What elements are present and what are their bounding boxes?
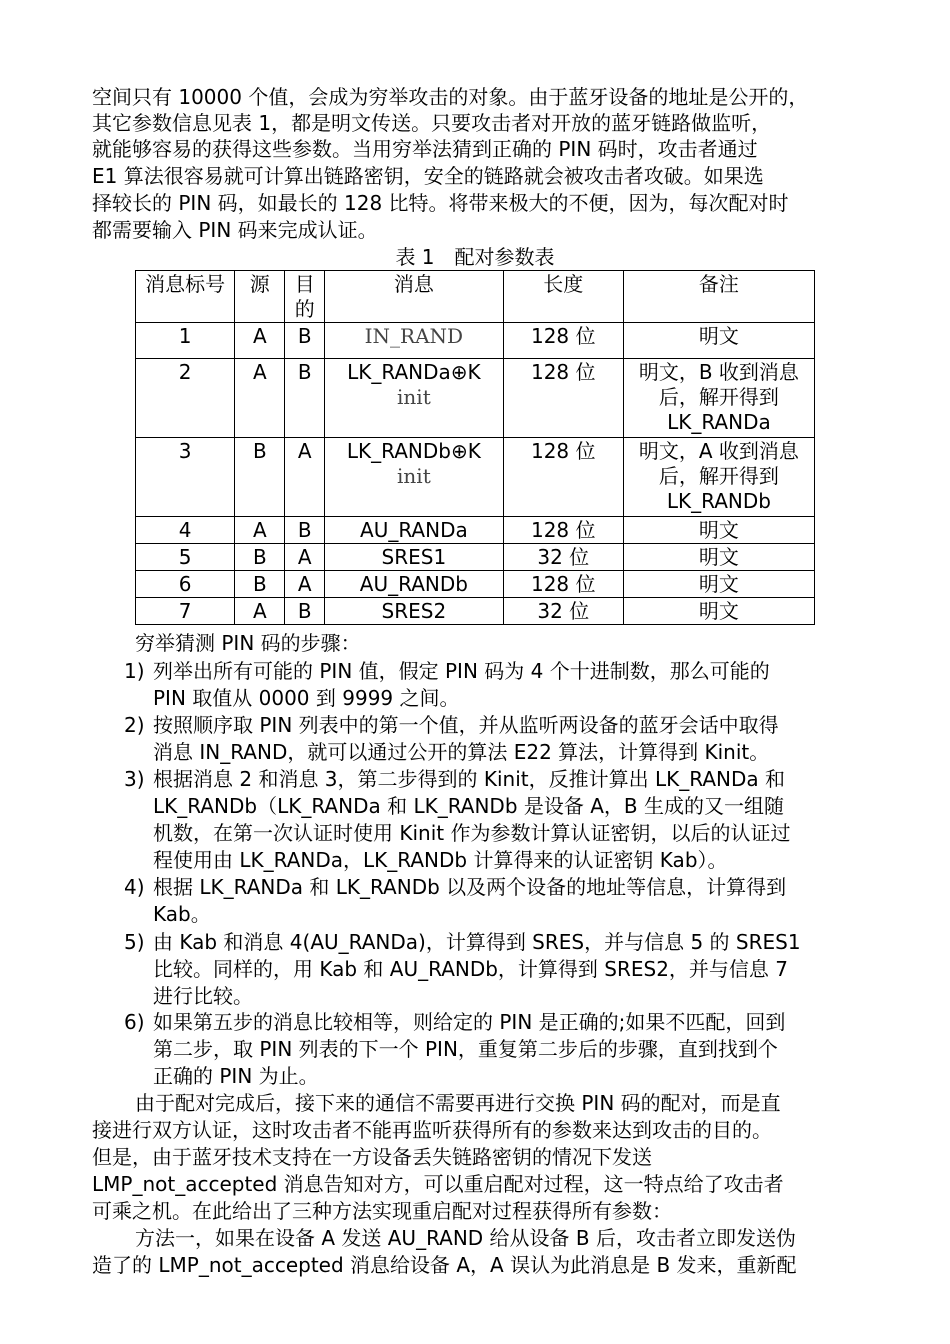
table-cell: A [285,571,325,598]
table-cell: 128 位 [503,359,623,438]
table-cell: 32 位 [503,544,623,571]
pairing-parameter-table [135,270,815,625]
table-header-cell: 目的 [285,271,325,323]
text-line: 空间只有 10000 个值，会成为穷举攻击的对象。由于蓝牙设备的地址是公开的， [92,85,809,109]
table-cell: AU_RANDb [325,571,504,598]
text-line: 就能够容易的获得这些参数。当用穷举法猜到正确的 PIN 码时，攻击者通过 [92,137,758,161]
table-cell: 明文 [623,544,814,571]
table-header-cell: 长度 [503,271,623,323]
list-line: 消息 IN_RAND，就可以通过公开的算法 E22 算法，计算得到 Kinit。 [153,740,770,764]
list-line: 程使用由 LK_RANDa，LK_RANDb 计算得来的认证密钥 Kab）。 [153,848,728,872]
message-subtext: init [397,385,431,409]
list-line: 正确的 PIN 为止。 [153,1064,319,1088]
list-number: 1) [124,659,145,683]
table-cell: B [285,598,325,625]
table-cell: 128 位 [503,438,623,517]
text-line: 其它参数信息见表 1，都是明文传送。只要攻击者对开放的蓝牙链路做监听， [92,111,772,135]
text-line: 方法一，如果在设备 A 发送 AU_RAND 给从设备 B 后，攻击者立即发送伪 [135,1226,796,1250]
table-cell: B [235,544,285,571]
table-cell: 6 [136,571,235,598]
table-cell: 7 [136,598,235,625]
table-cell: 明文，B 收到消息后，解开得到 LK_RANDa [623,359,814,438]
table-cell: AU_RANDa [325,517,504,544]
table-cell: SRES2 [325,598,504,625]
table-cell: B [235,571,285,598]
text-line: 可乘之机。在此给出了三种方法实现重启配对过程获得所有参数： [92,1199,672,1223]
table-cell: 128 位 [503,517,623,544]
table-cell: A [285,544,325,571]
list-line: 根据 LK_RANDa 和 LK_RANDb 以及两个设备的地址等信息，计算得到 [153,875,787,899]
table-row [136,323,815,359]
table-header-cell: 消息标号 [136,271,235,323]
text-line: 择较长的 PIN 码，如最长的 128 比特。将带来极大的不便，因为，每次配对时 [92,191,789,215]
text-line: 接进行双方认证，这时攻击者不能再监听获得所有的参数来达到攻击的目的。 [92,1118,772,1142]
table-cell: 5 [136,544,235,571]
table-cell [325,438,504,517]
table-cell: 128 位 [503,323,623,359]
table-row [136,517,815,544]
table-cell: 4 [136,517,235,544]
list-line: 第二步，取 PIN 列表的下一个 PIN，重复第二步后的步骤，直到找到个 [153,1037,778,1061]
list-line: LK_RANDb（LK_RANDa 和 LK_RANDb 是设备 A，B 生成的又一组随 [153,794,784,818]
text-line: 但是，由于蓝牙技术支持在一方设备丢失链路密钥的情况下发送 [92,1145,652,1169]
table-cell: 明文，A 收到消息后，解开得到 LK_RANDb [623,438,814,517]
table-cell: 明文 [623,598,814,625]
table-cell: 32 位 [503,598,623,625]
table-cell: A [235,323,285,359]
table-caption: 表 1 配对参数表 [395,245,555,269]
table-row [136,359,815,438]
table-cell: A [235,359,285,438]
table-cell: B [285,517,325,544]
table-row [136,544,815,571]
list-line: 根据消息 2 和消息 3，第二步得到的 Kinit，反推计算出 LK_RANDa 和 [153,767,785,791]
list-number: 4) [124,875,145,899]
list-line: 列举出所有可能的 PIN 值，假定 PIN 码为 4 个十进制数，那么可能的 [153,659,770,683]
text-line: LMP_not_accepted 消息告知对方，可以重启配对过程，这一特点给了攻击者 [92,1172,784,1196]
list-line: 机数，在第一次认证时使用 Kinit 作为参数计算认证密钥，以后的认证过 [153,821,791,845]
table-cell: 128 位 [503,571,623,598]
text-line: E1 算法很容易就可计算出链路密钥，安全的链路就会被攻击者攻破。如果选 [92,164,764,188]
list-line: 比较。同样的，用 Kab 和 AU_RANDb，计算得到 SRES2，并与信息 7 [153,957,789,981]
steps-heading: 穷举猜测 PIN 码的步骤： [135,631,361,655]
table-header-cell: 消息 [325,271,504,323]
list-number: 3) [124,767,145,791]
list-line: Kab。 [153,902,211,926]
message-text: LK_RANDa⊕K [347,360,481,384]
text-line: 造了的 LMP_not_accepted 消息给设备 A，A 误认为此消息是 B 发来，重新配 [92,1253,797,1277]
text-line: 都需要输入 PIN 码来完成认证。 [92,218,378,242]
table-header-cell: 备注 [623,271,814,323]
table-header-cell: 源 [235,271,285,323]
table-cell: A [285,438,325,517]
list-line: PIN 取值从 0000 到 9999 之间。 [153,686,460,710]
text-line: 由于配对完成后，接下来的通信不需要再进行交换 PIN 码的配对，而是直 [135,1091,781,1115]
message-subtext: init [397,464,431,488]
table-cell: 明文 [623,571,814,598]
list-line: 进行比较。 [153,984,253,1008]
list-line: 如果第五步的消息比较相等，则给定的 PIN 是正确的;如果不匹配，回到 [153,1010,786,1034]
table-row [136,571,815,598]
table-header-row [136,271,815,323]
list-line: 由 Kab 和消息 4(AU_RANDa)，计算得到 SRES，并与信息 5 的 SRES1 [153,930,801,954]
table-cell: 2 [136,359,235,438]
table-cell: A [235,598,285,625]
message-text: LK_RANDb⊕K [346,439,481,463]
table-cell [325,359,504,438]
list-number: 6) [124,1010,145,1034]
table-cell: 明文 [623,323,814,359]
table-cell: B [235,438,285,517]
list-number: 5) [124,930,145,954]
table-cell: B [285,323,325,359]
list-number: 2) [124,713,145,737]
table-cell: 1 [136,323,235,359]
table-row [136,598,815,625]
table-cell: 明文 [623,517,814,544]
table-cell: A [235,517,285,544]
table-cell: IN_RAND [325,323,504,359]
table-cell: SRES1 [325,544,504,571]
list-line: 按照顺序取 PIN 列表中的第一个值，并从监听两设备的蓝牙会话中取得 [153,713,779,737]
table-cell: B [285,359,325,438]
table-row [136,438,815,517]
table-cell: 3 [136,438,235,517]
